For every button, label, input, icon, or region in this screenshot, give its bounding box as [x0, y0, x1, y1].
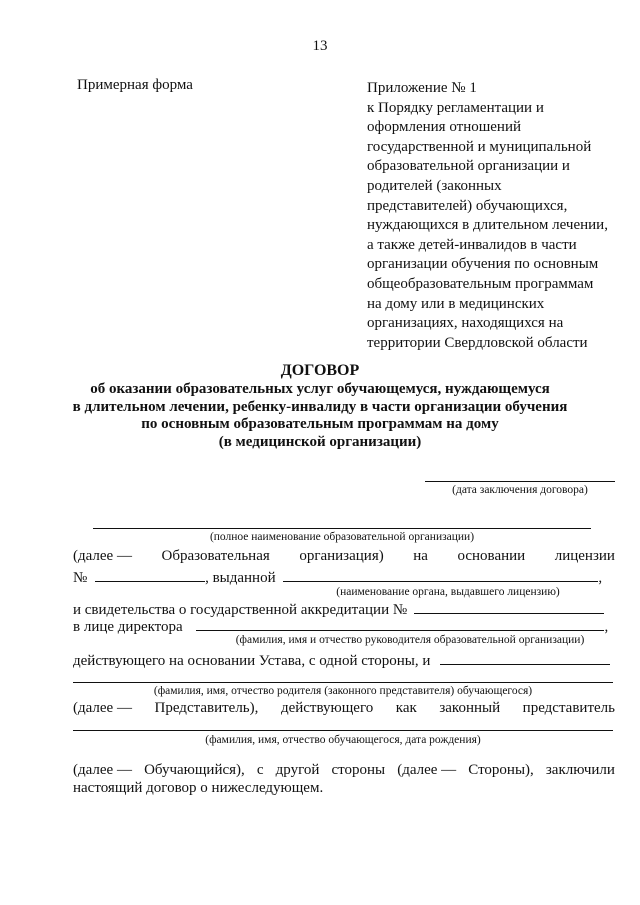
- issued-label: , выданной: [205, 570, 276, 586]
- appendix-line: оформления отношений: [367, 119, 522, 136]
- word: (далее —: [397, 762, 457, 778]
- word: лицензии: [554, 548, 615, 564]
- word: заключили: [545, 762, 615, 778]
- representative-line: [73, 700, 615, 717]
- word: на: [413, 548, 428, 564]
- appendix-line: государственной и муниципальной: [367, 138, 592, 155]
- contract-title: [0, 362, 640, 451]
- word: Обучающийся),: [144, 762, 245, 778]
- title-line: об оказании образовательных услуг обучающемуся, нуждающемуся: [90, 381, 550, 398]
- appendix-line: к Порядку регламентации и: [367, 99, 544, 116]
- final-line-1: [73, 762, 615, 779]
- word: Представитель),: [154, 700, 259, 716]
- second-party-blank[interactable]: [440, 651, 610, 665]
- license-number-blank[interactable]: [95, 568, 205, 582]
- form-label: Примерная форма: [77, 77, 193, 93]
- appendix-line: организациях, находящихся на: [367, 315, 564, 332]
- word: с: [256, 762, 264, 778]
- director-name-caption: (фамилия, имя и отчество руководителя образовательной организации): [235, 634, 585, 646]
- acting-line: [73, 651, 610, 670]
- word: основании: [457, 548, 526, 564]
- appendix-line: нуждающихся в длительном лечении,: [367, 217, 608, 234]
- appendix-line: организации обучения по основным: [367, 256, 599, 273]
- word: организация): [299, 548, 384, 564]
- word: Стороны),: [468, 762, 534, 778]
- word: законный: [439, 700, 501, 716]
- comma: ,: [604, 619, 609, 635]
- number-sign: №: [73, 570, 88, 586]
- org-definition-line: [73, 548, 615, 565]
- comma: ,: [598, 570, 603, 586]
- date-blank[interactable]: [425, 481, 615, 482]
- word: (далее —: [73, 762, 132, 778]
- appendix-line: общеобразовательным программам: [367, 275, 594, 292]
- word: как: [395, 700, 417, 716]
- appendix-line: а также детей-инвалидов в части: [367, 236, 577, 253]
- accreditation-label: и свидетельства о государственной аккредитации №: [73, 602, 408, 618]
- license-issuer-blank[interactable]: [283, 568, 598, 582]
- license-line: [73, 568, 618, 587]
- word: другой: [275, 762, 320, 778]
- appendix-line: Приложение № 1: [367, 80, 477, 96]
- appendix-line: на дому или в медицинских: [367, 295, 545, 312]
- word: (далее —: [73, 700, 132, 716]
- appendix-block: [367, 79, 627, 353]
- student-name-caption: (фамилия, имя, отчество обучающегося, дата рождения): [205, 734, 481, 746]
- accreditation-number-blank[interactable]: [414, 600, 604, 614]
- date-caption: (дата заключения договора): [452, 484, 588, 496]
- parent-name-blank[interactable]: [73, 682, 613, 683]
- page-number: 13: [312, 38, 328, 54]
- license-issuer-caption: (наименование органа, выдавшего лицензию): [336, 586, 560, 598]
- word: представитель: [522, 700, 615, 716]
- title-line: по основным образовательным программам на дому: [141, 416, 499, 433]
- word: действующего: [280, 700, 374, 716]
- title-line: (в медицинской организации): [218, 433, 422, 450]
- org-name-caption: (полное наименование образовательной организации): [209, 531, 475, 543]
- student-name-blank[interactable]: [73, 730, 613, 731]
- title-line: в длительном лечении, ребенку-инвалиду в части организации обучения: [72, 398, 568, 415]
- word: стороны: [331, 762, 386, 778]
- final-line-2: настоящий договор о нижеследующем.: [73, 780, 324, 796]
- parent-name-caption: (фамилия, имя, отчество родителя (законного представителя) обучающегося): [153, 685, 533, 697]
- title-main: ДОГОВОР: [280, 362, 360, 379]
- appendix-line: представителей) обучающихся,: [367, 197, 568, 214]
- acting-label: действующего на основании Устава, с одной стороны, и: [73, 653, 431, 669]
- appendix-line: образовательной организации и: [367, 158, 570, 175]
- word: Образовательная: [161, 548, 270, 564]
- org-name-blank[interactable]: [93, 528, 591, 529]
- appendix-line: территории Свердловской области: [367, 334, 588, 351]
- director-name-blank[interactable]: [196, 617, 604, 631]
- word: (далее —: [73, 548, 132, 564]
- appendix-line: родителей (законных: [367, 177, 502, 194]
- director-label: в лице директора: [73, 619, 183, 635]
